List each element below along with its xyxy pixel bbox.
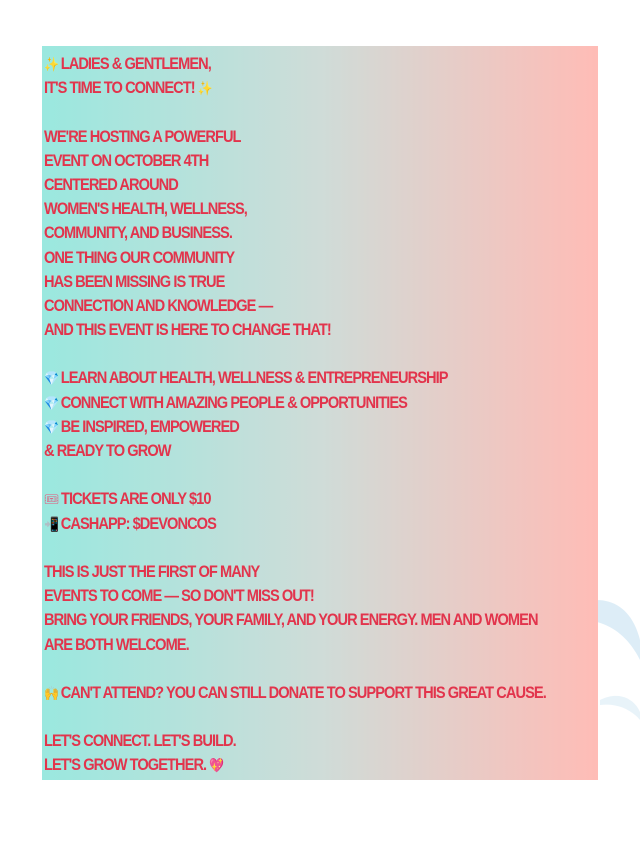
flyer-line: LET'S GROW TOGETHER. 💖	[44, 753, 520, 777]
ticket-icon: 🎟	[44, 491, 60, 508]
sparkle-icon: ✨	[197, 80, 213, 97]
flyer-line: 🎟 TICKETS ARE ONLY $10	[44, 487, 520, 511]
phone-icon: 📲	[44, 515, 59, 532]
flyer-line: ONE THING OUR COMMUNITY	[44, 247, 235, 267]
flyer-line: THIS IS JUST THE FIRST OF MANY	[44, 561, 260, 581]
flyer-line: COMMUNITY, AND BUSINESS.	[44, 223, 232, 243]
flyer-line: ARE BOTH WELCOME.	[44, 634, 189, 654]
gem-icon: 💎	[44, 418, 59, 435]
heart-icon: 💖	[209, 757, 225, 774]
flyer-line: & READY TO GROW	[44, 441, 171, 460]
flyer-line: CENTERED AROUND	[44, 174, 178, 194]
flyer-line: WOMEN'S HEALTH, WELLNESS,	[44, 199, 247, 219]
flyer-line: 🙌 CAN'T ATTEND? YOU CAN STILL DONATE TO SUPPORT THIS GREAT CAUSE.	[44, 681, 520, 705]
gem-icon: 💎	[44, 370, 59, 387]
flyer-line: 💎 LEARN ABOUT HEALTH, WELLNESS & ENTREPRENEURSHIP	[44, 366, 520, 390]
raised-hands-icon: 🙌	[44, 684, 59, 701]
gem-icon: 💎	[44, 394, 59, 411]
flyer-line: CONNECTION AND KNOWLEDGE —	[44, 295, 273, 315]
event-flyer	[42, 46, 598, 780]
flyer-line: WE'RE HOSTING A POWERFUL	[44, 126, 241, 146]
flyer-line: 📲 CASHAPP: $DEVONCOS	[44, 512, 520, 536]
flyer-line: BRING YOUR FRIENDS, YOUR FAMILY, AND YOUR ENERGY. MEN AND WOMEN	[44, 610, 538, 630]
flyer-line: 💎 BE INSPIRED, EMPOWERED	[44, 415, 520, 439]
flyer-line: ✨ LADIES & GENTLEMEN,	[44, 52, 520, 76]
flyer-line: 💎 CONNECT WITH AMAZING PEOPLE & OPPORTUNITIES	[44, 391, 520, 415]
flyer-line: EVENT ON OCTOBER 4TH	[44, 150, 209, 170]
sparkle-icon: ✨	[44, 56, 59, 72]
flyer-line: EVENTS TO COME — SO DON'T MISS OUT!	[44, 586, 314, 606]
flyer-line: AND THIS EVENT IS HERE TO CHANGE THAT!	[44, 320, 331, 340]
flyer-line: IT'S TIME TO CONNECT! ✨	[44, 76, 520, 100]
flyer-line: HAS BEEN MISSING IS TRUE	[44, 271, 225, 291]
flyer-line: LET'S CONNECT. LET'S BUILD.	[44, 731, 236, 751]
